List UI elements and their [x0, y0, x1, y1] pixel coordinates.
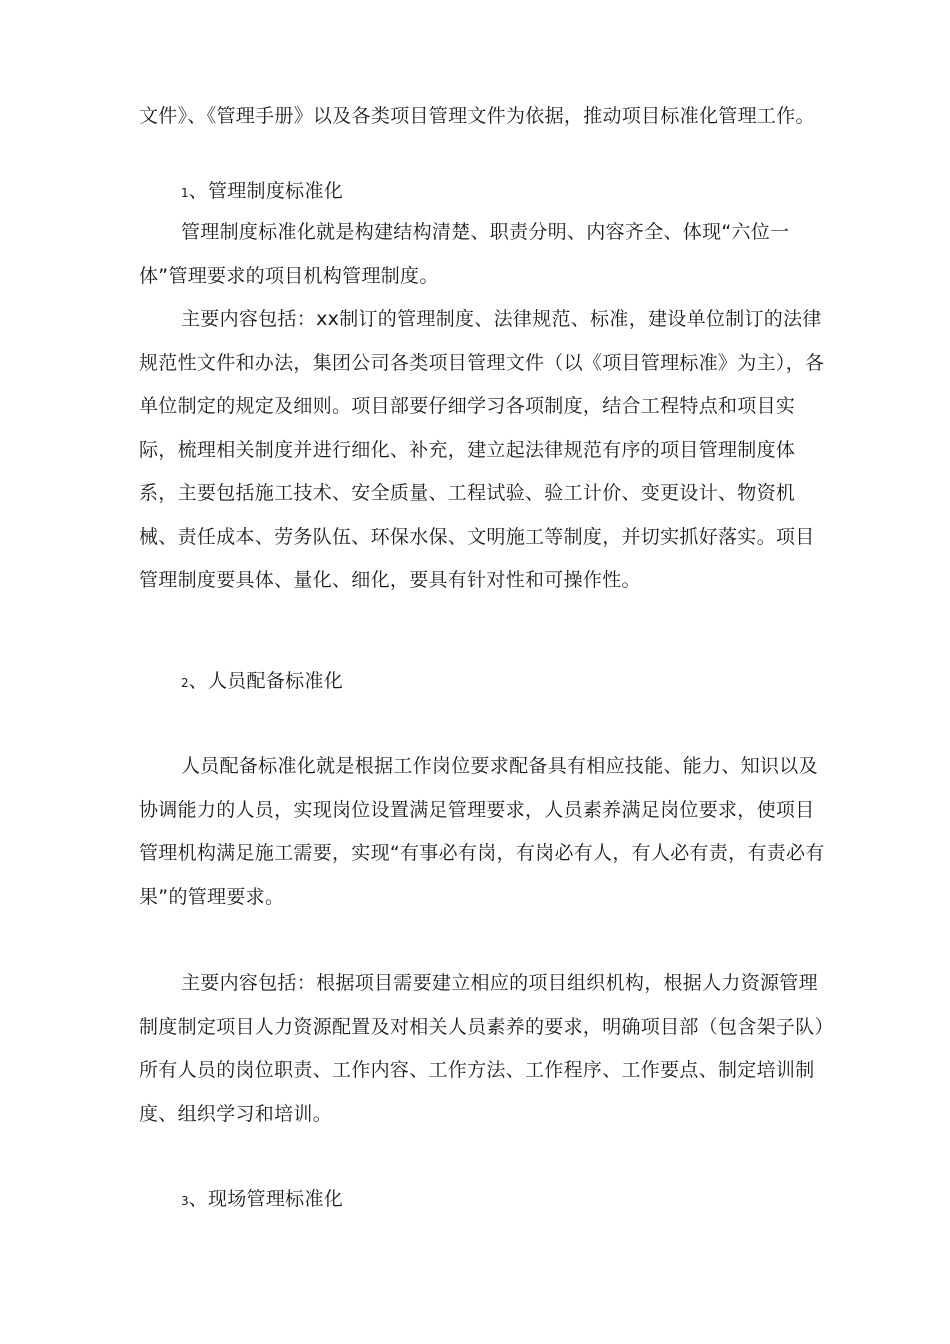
paragraph: 人员配备标准化就是根据工作岗位要求配备具有相应技能、能力、知识以及协调能力的人员，实现岗位设置满足管理要求，人员素养满足岗位要求，使项目管理机构满足施工需要，实现“有事必有岗，有岗必有人，有人必有责，有责必有果”的管理要求。: [139, 755, 825, 908]
section-number: 1: [181, 186, 189, 200]
section-number: 2: [181, 676, 189, 690]
section-heading-2: [181, 668, 781, 696]
paragraph: 管理制度标准化就是构建结构清楚、职责分明、内容齐全、体现“六位一体”管理要求的项目机构管理制度。: [139, 221, 790, 287]
section-number: 3: [181, 1194, 189, 1208]
section-heading-1: [181, 178, 781, 206]
section-heading-3: [181, 1186, 781, 1214]
intro-paragraph: 文件》、《管理手册》以及各类项目管理文件为依据，推动项目标准化管理工作。: [139, 105, 815, 127]
paragraph: 主要内容包括：根据项目需要建立相应的项目组织机构，根据人力资源管理制度制定项目人力资源配置及对相关人员素养的要求，明确项目部（包含架子队）所有人员的岗位职责、工作内容、工作方法、工作程序、工作要点、制定培训制度、组织学习和培训。: [139, 972, 825, 1125]
section-title: 、管理制度标准化: [188, 180, 344, 202]
paragraph: 主要内容包括：xx制订的管理制度、法律规范、标准，建设单位制订的法律规范性文件和办法，集团公司各类项目管理文件（以《项目管理标准》为主），各单位制定的规定及细则。项目部要仔细学习各项制度，结合工程特点和项目实际，梳理相关制度并进行细化、补充，建立起法律规范有序的项目管理制度体系，主要包括施工技术、安全质量、工程试验、验工计价、变更设计、物资机械、责任成本、劳务队伍、环保水保、文明施工等制度，并切实抓好落实。项目管理制度要具体、量化、细化，要具有针对性和可操作性。: [139, 308, 825, 591]
section-title: 、人员配备标准化: [188, 670, 344, 692]
section-title: 、现场管理标准化: [188, 1188, 344, 1210]
